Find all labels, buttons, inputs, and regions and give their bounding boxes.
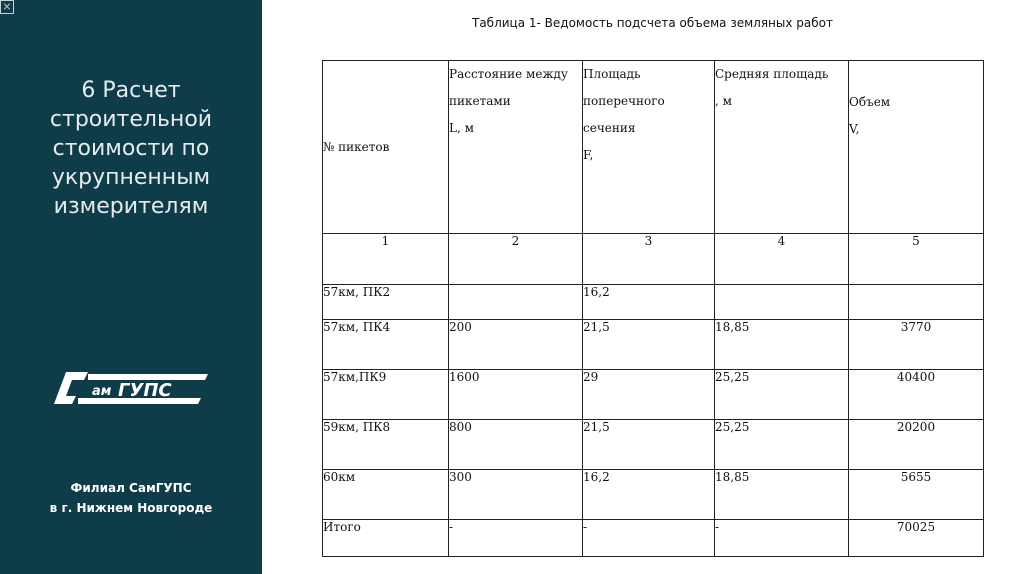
cell-area: 16,2 <box>583 285 715 320</box>
header-volume-line2: V, <box>849 122 860 136</box>
cell-area: - <box>583 520 715 557</box>
header-distance-line3: L, м <box>449 121 474 135</box>
cell-volume: 5655 <box>849 470 984 520</box>
cell-picket: 57км,ПК9 <box>323 370 449 420</box>
header-area-line1: Площадь <box>583 67 641 81</box>
header-area-line2: поперечного <box>583 94 665 108</box>
column-number: 3 <box>583 234 715 285</box>
header-avg-area-line1: Средняя площадь <box>715 67 829 81</box>
cell-volume: 20200 <box>849 420 984 470</box>
header-area-line4: F, <box>583 148 594 162</box>
header-pickets-text: № пикетов <box>323 139 390 154</box>
table-row <box>323 370 984 420</box>
cell-avg-area: 25,25 <box>715 420 849 470</box>
header-avg-area-line2: , м <box>715 94 732 108</box>
cell-area: 29 <box>583 370 715 420</box>
table-caption: Таблица 1- Ведомость подсчета объема земляных работ <box>472 16 833 30</box>
cell-picket: 60км <box>323 470 449 520</box>
cell-picket: 57км, ПК4 <box>323 320 449 370</box>
cell-volume: 3770 <box>849 320 984 370</box>
column-number: 2 <box>449 234 583 285</box>
table-total-row <box>323 520 984 557</box>
svg-text:ГУПС: ГУПС <box>118 380 172 401</box>
cell-avg-area: 18,85 <box>715 470 849 520</box>
column-number-row <box>323 234 984 285</box>
cell-avg-area <box>715 285 849 320</box>
cell-avg-area: - <box>715 520 849 557</box>
header-volume-line1: Объем <box>849 95 891 109</box>
header-avg-area <box>715 61 849 234</box>
cell-distance: 200 <box>449 320 583 370</box>
column-number: 4 <box>715 234 849 285</box>
svg-text:ам: ам <box>92 384 112 399</box>
cell-distance <box>449 285 583 320</box>
section-title: 6 Расчет строительной стоимости по укрупненным измерителям <box>49 78 213 219</box>
cell-distance: 300 <box>449 470 583 520</box>
cell-avg-area: 25,25 <box>715 370 849 420</box>
cell-picket: 57км, ПК2 <box>323 285 449 320</box>
header-distance-line1: Расстояние между <box>449 67 568 81</box>
samgups-logo <box>48 366 208 410</box>
cell-distance: - <box>449 520 583 557</box>
cell-volume: 40400 <box>849 370 984 420</box>
cell-area: 21,5 <box>583 320 715 370</box>
cell-distance: 1600 <box>449 370 583 420</box>
sidebar-panel <box>0 0 262 574</box>
header-volume <box>849 61 984 234</box>
cell-volume <box>849 285 984 320</box>
cell-picket: 59км, ПК8 <box>323 420 449 470</box>
earthworks-table <box>322 60 984 557</box>
table-row <box>323 285 984 320</box>
table-header-row <box>323 61 984 234</box>
cell-picket: Итого <box>323 520 449 557</box>
header-distance <box>449 61 583 234</box>
fullscreen-icon[interactable] <box>0 0 14 14</box>
column-number: 5 <box>849 234 984 285</box>
header-pickets <box>323 61 449 234</box>
header-distance-line2: пикетами <box>449 94 511 108</box>
column-number: 1 <box>323 234 449 285</box>
header-area <box>583 61 715 234</box>
cell-area: 16,2 <box>583 470 715 520</box>
cell-distance: 800 <box>449 420 583 470</box>
table-row <box>323 470 984 520</box>
cell-avg-area: 18,85 <box>715 320 849 370</box>
table-row <box>323 320 984 370</box>
cell-area: 21,5 <box>583 420 715 470</box>
branch-city: в г. Нижнем Новгороде <box>49 501 213 515</box>
cell-volume: 70025 <box>849 520 984 557</box>
table-row <box>323 420 984 470</box>
branch-name: Филиал СамГУПС <box>70 481 192 495</box>
branch-caption <box>10 478 252 518</box>
header-area-line3: сечения <box>583 121 636 135</box>
